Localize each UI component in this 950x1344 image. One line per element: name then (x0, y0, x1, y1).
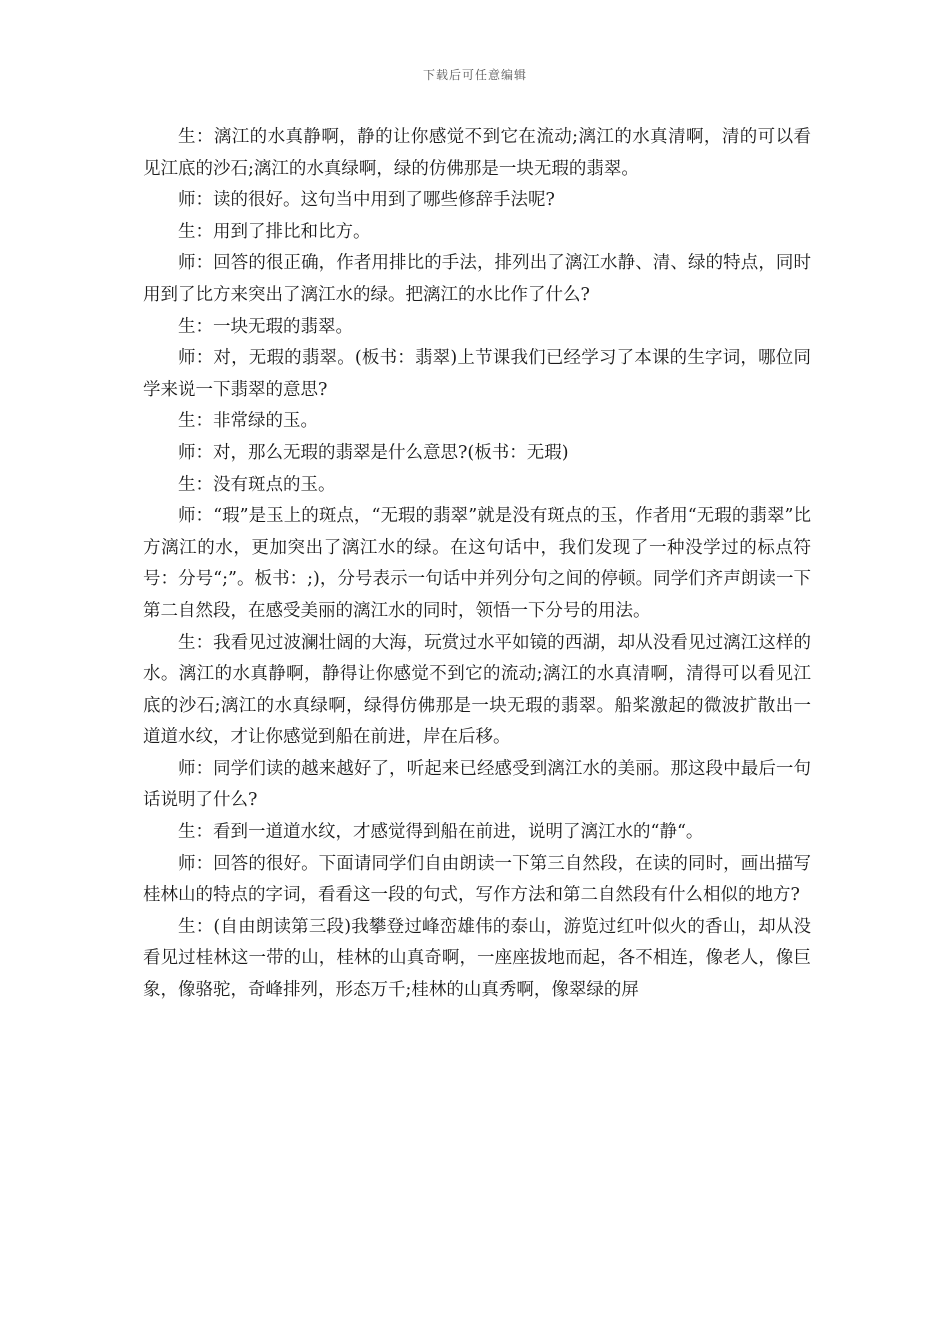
page-header: 下载后可任意编辑 (422, 68, 527, 82)
dialogue-paragraph: 师：对，那么无瑕的翡翠是什么意思?(板书：无瑕) (178, 442, 569, 463)
dialogue-paragraph: 生：一块无瑕的翡翠。 (178, 316, 353, 337)
dialogue-paragraph: 生：没有斑点的玉。 (178, 474, 336, 495)
dialogue-paragraph: 生：非常绿的玉。 (178, 411, 318, 432)
dialogue-paragraph: 生：用到了排比和比方。 (178, 221, 371, 242)
document-body (143, 122, 811, 1007)
dialogue-paragraph: 师：同学们读的越来越好了，听起来已经感受到漓江水的美丽。那这段中最后一句话说明了什么? (143, 758, 811, 811)
dialogue-paragraph: 师：“瑕”是玉上的斑点，“无瑕的翡翠”就是没有斑点的玉，作者用“无瑕的翡翠”比方漓江的水，更加突出了漓江水的绿。在这句话中，我们发现了一种没学过的标点符号：分号“;”。板书：;)，分号表示一句话中并列分句之间的停顿。同学们齐声朗读一下第二自然段，在感受美丽的漓江水的同时，领悟一下分号的用法。 (143, 506, 811, 621)
dialogue-paragraph: 生：(自由朗读第三段)我攀登过峰峦雄伟的泰山，游览过红叶似火的香山，却从没看见过桂林这一带的山，桂林的山真奇啊，一座座拔地而起，各不相连，像老人，像巨象，像骆驼，奇峰排列，形态万千;桂林的山真秀啊，像翠绿的屏 (143, 916, 811, 1001)
dialogue-paragraph: 生：我看见过波澜壮阔的大海，玩赏过水平如镜的西湖，却从没看见过漓江这样的水。漓江的水真静啊，静得让你感觉不到它的流动;漓江的水真清啊，清得可以看见江底的沙石;漓江的水真绿啊，绿得仿佛那是一块无瑕的翡翠。船桨激起的微波扩散出一道道水纹，才让你感觉到船在前进，岸在后移。 (143, 632, 811, 748)
dialogue-paragraph: 师：回答的很好。下面请同学们自由朗读一下第三自然段，在读的同时，画出描写桂林山的特点的字词，看看这一段的句式，写作方法和第二自然段有什么相似的地方? (143, 853, 811, 906)
dialogue-paragraph: 师：读的很好。这句当中用到了哪些修辞手法呢? (178, 190, 555, 211)
dialogue-paragraph: 生：漓江的水真静啊，静的让你感觉不到它在流动;漓江的水真清啊，清的可以看见江底的沙石;漓江的水真绿啊，绿的仿佛那是一块无瑕的翡翠。 (143, 127, 811, 179)
dialogue-paragraph: 师：对，无瑕的翡翠。(板书：翡翠)上节课我们已经学习了本课的生字词，哪位同学来说一下翡翠的意思? (143, 348, 811, 400)
dialogue-paragraph: 生：看到一道道水纹，才感觉得到船在前进，说明了漓江水的“静“。 (178, 822, 704, 843)
dialogue-paragraph: 师：回答的很正确，作者用排比的手法，排列出了漓江水静、清、绿的特点，同时用到了比方来突出了漓江水的绿。把漓江的水比作了什么? (143, 253, 811, 305)
